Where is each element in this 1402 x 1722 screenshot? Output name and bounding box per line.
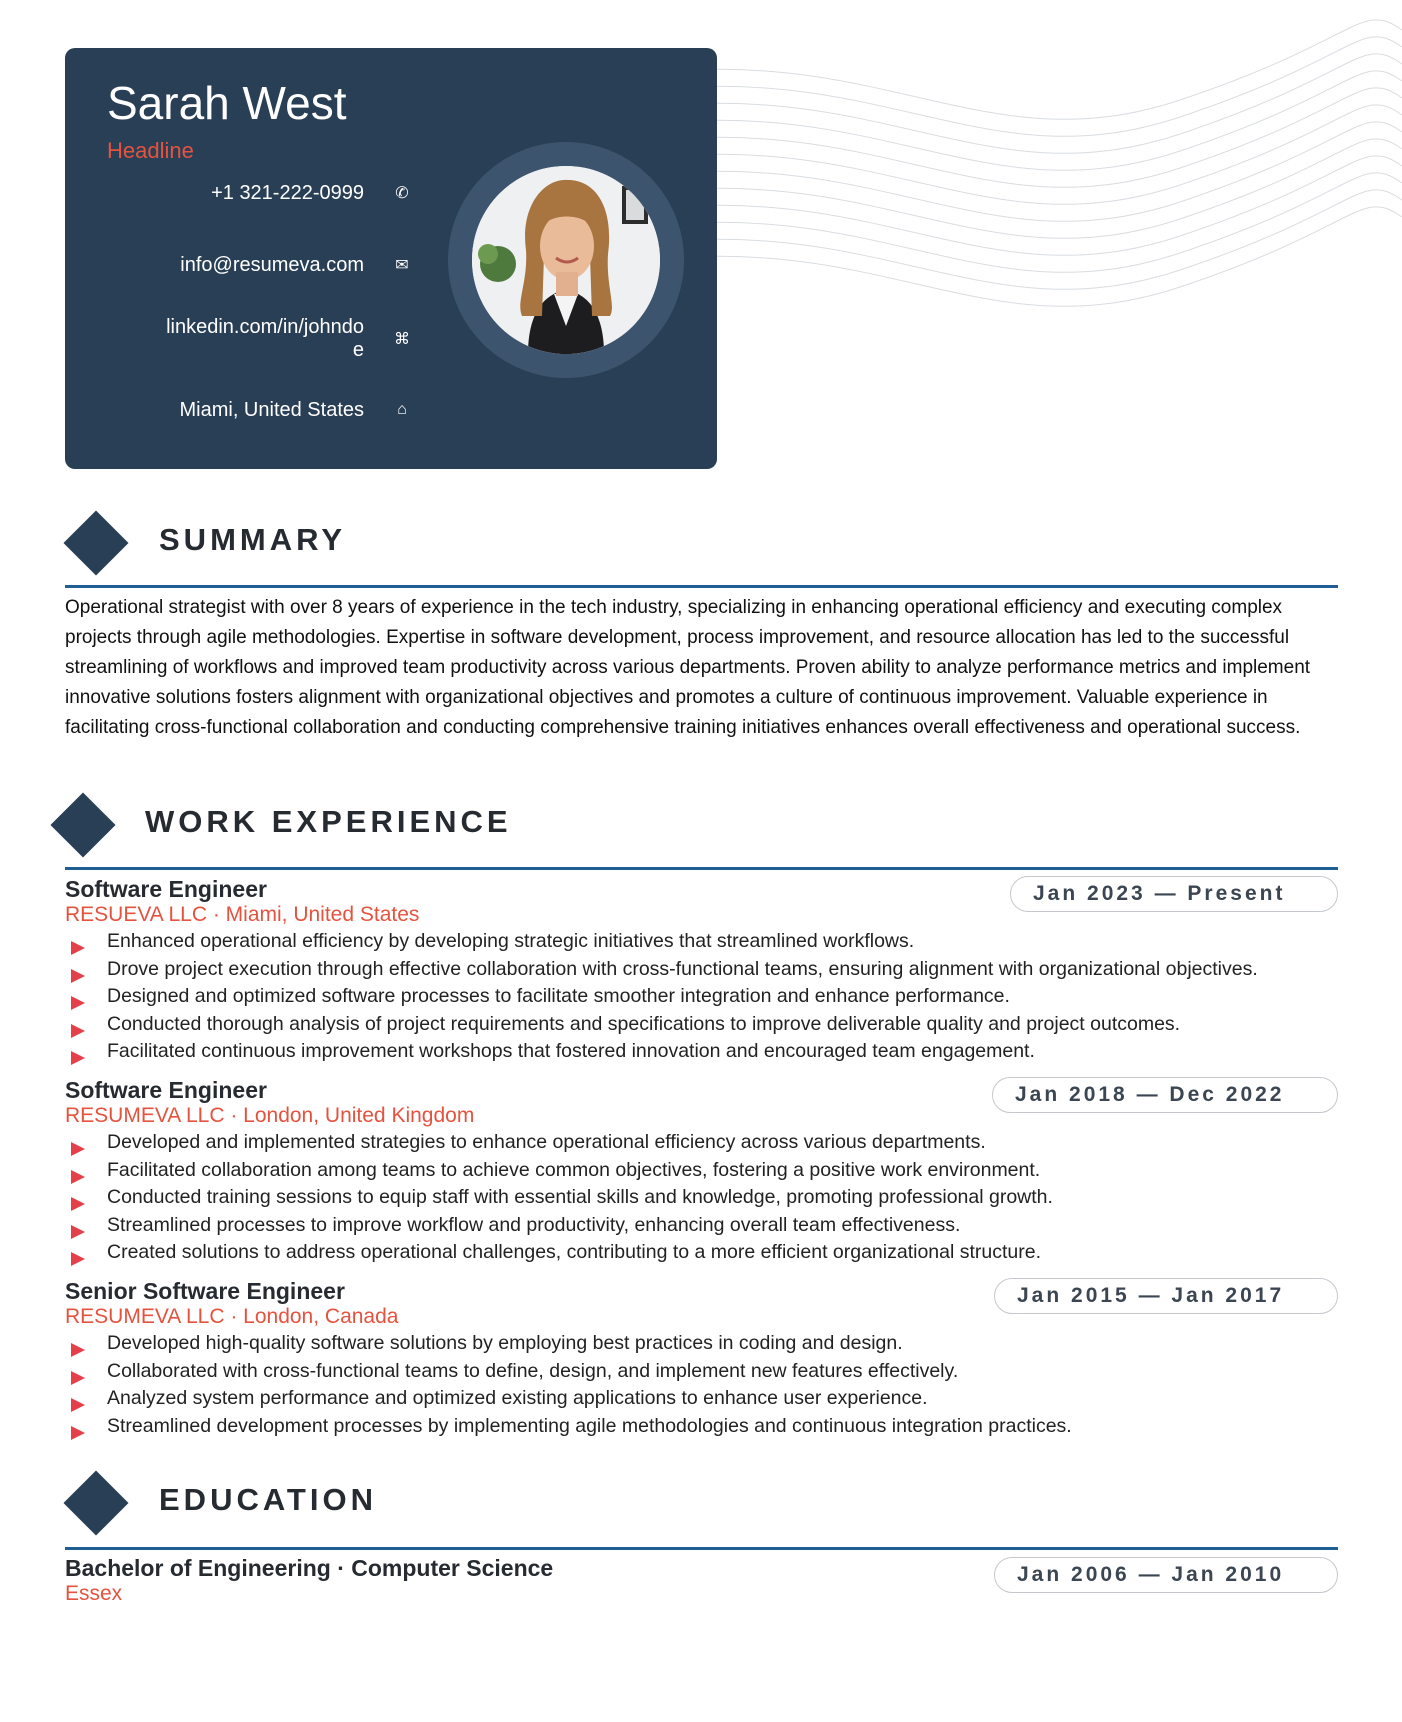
home-icon: ⌂ bbox=[397, 401, 407, 418]
section-divider bbox=[65, 867, 1338, 870]
summary-section-header bbox=[65, 508, 1338, 588]
mail-icon: ✉ bbox=[395, 257, 409, 274]
section-divider bbox=[65, 585, 1338, 588]
list-item bbox=[65, 1038, 1338, 1066]
bullet-arrow-icon bbox=[71, 941, 85, 955]
job-company: RESUMEVA LLC · London, Canada bbox=[65, 1305, 399, 1328]
job-title: Senior Software Engineer bbox=[65, 1278, 345, 1304]
profile-header-card bbox=[65, 48, 717, 469]
bullet-arrow-icon bbox=[71, 1142, 85, 1156]
wave-line bbox=[690, 37, 1402, 136]
candidate-name: Sarah West bbox=[107, 77, 347, 129]
job-title: Software Engineer bbox=[65, 876, 267, 902]
job-entry bbox=[65, 1077, 1338, 1267]
date-badge: Jan 2018 — Dec 2022 bbox=[992, 1077, 1338, 1113]
wave-line bbox=[690, 173, 1402, 272]
list-item bbox=[65, 1011, 1338, 1039]
diamond-icon bbox=[50, 792, 115, 857]
job-bullets bbox=[65, 928, 1338, 1066]
bullet-arrow-icon bbox=[71, 1371, 85, 1385]
wave-line bbox=[690, 71, 1402, 170]
list-item bbox=[65, 1212, 1338, 1240]
date-badge: Jan 2023 — Present bbox=[1010, 876, 1338, 912]
profile-photo bbox=[472, 166, 660, 354]
job-entry bbox=[65, 876, 1338, 1066]
education-entry bbox=[65, 1555, 1338, 1607]
date-badge: Jan 2015 — Jan 2017 bbox=[994, 1278, 1338, 1314]
section-title: WORK EXPERIENCE bbox=[145, 804, 512, 839]
wave-line bbox=[690, 20, 1402, 119]
list-item bbox=[65, 983, 1338, 1011]
photo-ring bbox=[448, 142, 684, 378]
list-item bbox=[65, 1385, 1338, 1413]
school-name: Essex bbox=[65, 1582, 123, 1605]
section-title: EDUCATION bbox=[159, 1482, 377, 1517]
diamond-icon bbox=[63, 510, 128, 575]
education-section-header bbox=[65, 1468, 1338, 1550]
section-title: SUMMARY bbox=[159, 522, 347, 557]
job-company: RESUEVA LLC · Miami, United States bbox=[65, 903, 420, 926]
wave-line bbox=[690, 207, 1402, 306]
email-text: info@resumeva.com bbox=[180, 253, 364, 276]
bullet-text: Conducted thorough analysis of project requirements and specifications to improve deliverable quality and project outcomes. bbox=[107, 1012, 1181, 1035]
experience-section-header bbox=[65, 790, 1338, 870]
bullet-text: Collaborated with cross-functional teams to define, design, and implement new features effectively. bbox=[107, 1359, 959, 1382]
list-item bbox=[65, 1239, 1338, 1267]
wave-line bbox=[690, 139, 1402, 238]
bullet-text: Developed and implemented strategies to enhance operational efficiency across various departments. bbox=[107, 1131, 986, 1153]
diamond-icon bbox=[63, 1470, 128, 1535]
bullet-arrow-icon bbox=[71, 1051, 85, 1065]
bullet-arrow-icon bbox=[71, 1252, 85, 1266]
bullet-arrow-icon bbox=[71, 1426, 85, 1440]
wave-line bbox=[690, 105, 1402, 204]
summary-text: Operational strategist with over 8 years of experience in the tech industry, specializing in enhancing operational efficiency and executing complex projects through agile methodologies. Expertise in software development, process improvement, and resource allocation has led to the successful streamlining of workflows and improved team productivity across various departments. Proven ability to analyze performance metrics and implement innovative solutions fosters alignment with organizational objectives and promotes a culture of continuous improvement. Valuable experience in facilitating cross-functional collaboration and conducting comprehensive training initiatives enhances overall effectiveness and operational success. bbox=[65, 597, 1311, 738]
degree-title: Bachelor of Engineering · Computer Science bbox=[65, 1555, 554, 1581]
contact-linkedin bbox=[112, 314, 412, 364]
list-item bbox=[65, 1413, 1338, 1441]
bullet-text: Streamlined development processes by implementing agile methodologies and continuous integration practices. bbox=[107, 1414, 1072, 1437]
wave-line bbox=[690, 54, 1402, 153]
list-item bbox=[65, 1358, 1338, 1386]
contact-location bbox=[112, 395, 412, 425]
bullet-text: Conducted training sessions to equip staff with essential skills and knowledge, promoting professional growth. bbox=[107, 1186, 1053, 1208]
wave-line bbox=[690, 190, 1402, 289]
bullet-text: Analyzed system performance and optimized existing applications to enhance user experience. bbox=[107, 1387, 928, 1409]
bullet-text: Enhanced operational efficiency by developing strategic initiatives that streamlined workflows. bbox=[107, 930, 915, 952]
bullet-arrow-icon bbox=[71, 1170, 85, 1184]
bullet-arrow-icon bbox=[71, 1398, 85, 1412]
list-item bbox=[65, 1330, 1338, 1358]
location-text: Miami, United States bbox=[179, 398, 364, 421]
job-company: RESUMEVA LLC · London, United Kingdom bbox=[65, 1104, 475, 1127]
bullet-arrow-icon bbox=[71, 969, 85, 983]
bullet-arrow-icon bbox=[71, 996, 85, 1010]
wave-line bbox=[690, 88, 1402, 187]
list-item bbox=[65, 928, 1338, 956]
bullet-arrow-icon bbox=[71, 1197, 85, 1211]
section-divider bbox=[65, 1547, 1338, 1550]
bullet-text: Developed high-quality software solutions by employing best practices in coding and design. bbox=[107, 1332, 903, 1354]
job-bullets bbox=[65, 1330, 1338, 1440]
list-item bbox=[65, 1157, 1338, 1185]
bullet-arrow-icon bbox=[71, 1024, 85, 1038]
wave-line bbox=[690, 156, 1402, 255]
phone-icon: ✆ bbox=[395, 185, 409, 202]
job-entry bbox=[65, 1278, 1338, 1440]
list-item bbox=[65, 956, 1338, 984]
list-item bbox=[65, 1184, 1338, 1212]
phone-text: +1 321-222-0999 bbox=[211, 181, 364, 204]
bullet-text: Created solutions to address operational challenges, contributing to a more efficient organizational structure. bbox=[107, 1241, 1042, 1263]
headline: Headline bbox=[107, 138, 194, 163]
bullet-arrow-icon bbox=[71, 1343, 85, 1357]
job-bullets bbox=[65, 1129, 1338, 1267]
contact-email bbox=[112, 250, 412, 280]
list-item bbox=[65, 1129, 1338, 1157]
wave-line bbox=[690, 122, 1402, 221]
bullet-text: Designed and optimized software processes to facilitate smoother integration and enhance performance. bbox=[107, 985, 1010, 1007]
linkedin-text: linkedin.com/in/johndoe bbox=[166, 316, 364, 361]
job-title: Software Engineer bbox=[65, 1077, 267, 1103]
bullet-text: Streamlined processes to improve workflow and productivity, enhancing overall team effectiveness. bbox=[107, 1213, 961, 1236]
bullet-text: Facilitated continuous improvement workshops that fostered innovation and encouraged team engagement. bbox=[107, 1040, 1035, 1062]
bullet-arrow-icon bbox=[71, 1225, 85, 1239]
contact-phone bbox=[112, 178, 412, 208]
bullet-text: Drove project execution through effective collaboration with cross-functional teams, ensuring alignment with organizational objectives. bbox=[107, 957, 1258, 980]
date-badge: Jan 2006 — Jan 2010 bbox=[994, 1557, 1338, 1593]
linkedin-icon: ⌘ bbox=[394, 331, 410, 348]
bullet-text: Facilitated collaboration among teams to achieve common objectives, fostering a positive work environment. bbox=[107, 1158, 1041, 1181]
